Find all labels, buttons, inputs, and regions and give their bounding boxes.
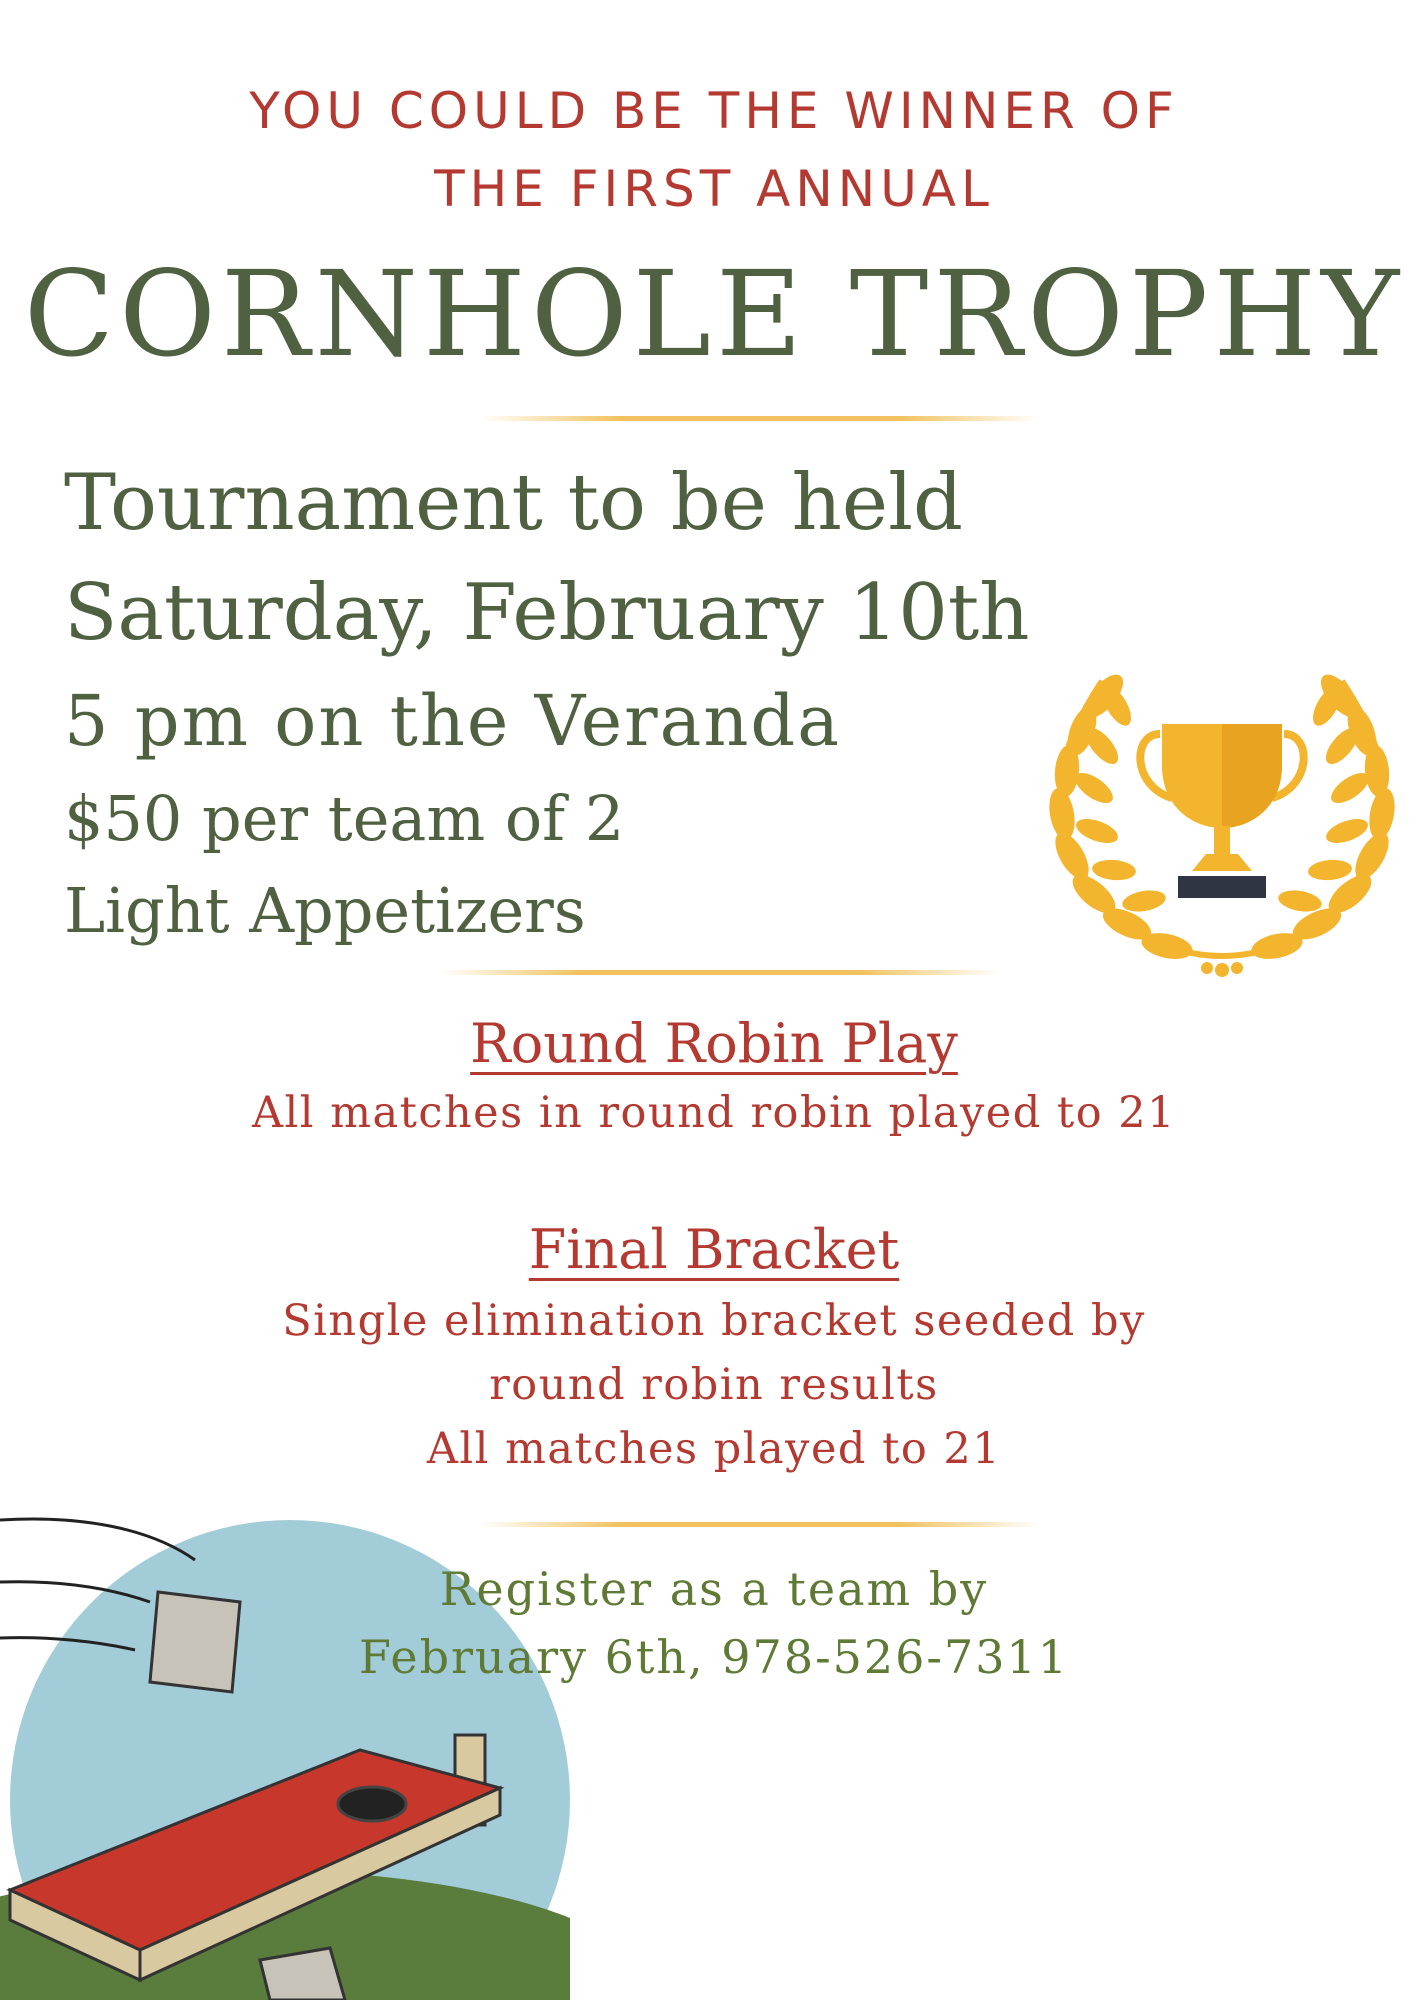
page-title: CORNHOLE TROPHY: [23, 245, 1405, 383]
header-line-2: THE FIRST ANNUAL: [434, 160, 994, 218]
divider-bottom: [480, 1522, 1040, 1527]
final-bracket-line-1: Single elimination bracket seeded by: [282, 1296, 1146, 1346]
header-line-1: YOU COULD BE THE WINNER OF: [249, 82, 1179, 140]
final-bracket-heading: Final Bracket: [528, 1218, 900, 1281]
price-line: $50 per team of 2: [64, 782, 625, 855]
cornhole-board-illustration: [0, 1470, 570, 2000]
date-line: Saturday, February 10th: [64, 568, 1030, 658]
appetizers-line: Light Appetizers: [64, 874, 586, 947]
register-line-2: February 6th, 978-526-7311: [358, 1630, 1070, 1684]
round-robin-heading: Round Robin Play: [470, 1012, 958, 1075]
trophy-cup-icon: [1140, 724, 1303, 898]
time-location-line: 5 pm on the Veranda: [64, 680, 841, 762]
board-hole: [338, 1787, 406, 1821]
divider-middle: [440, 970, 1000, 975]
final-bracket-line-2: round robin results: [489, 1360, 939, 1410]
round-robin-text: All matches in round robin played to 21: [251, 1088, 1176, 1138]
trophy-laurel-icon: [1032, 656, 1412, 986]
register-line-1: Register as a team by: [439, 1562, 989, 1616]
final-bracket-line-3: All matches played to 21: [426, 1424, 1002, 1474]
divider-top: [480, 416, 1040, 421]
tournament-line: Tournament to be held: [64, 458, 963, 548]
